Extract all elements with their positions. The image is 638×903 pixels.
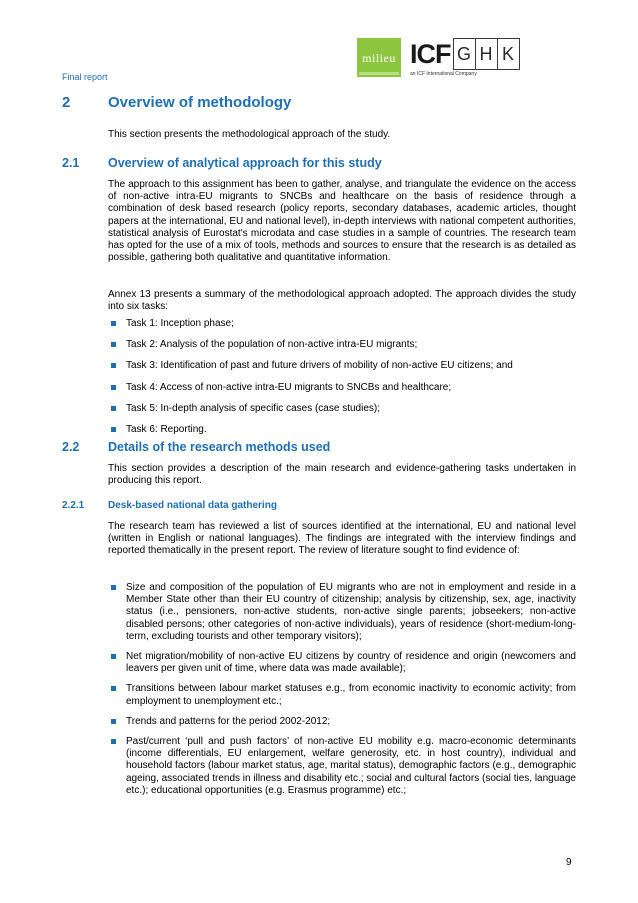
paragraph: Annex 13 presents a summary of the methodological approach adopted. The approach divides the study into six tasks: — [108, 289, 576, 313]
list-item: Task 6: Reporting. — [108, 424, 576, 436]
list-item: Task 4: Access of non-active intra-EU migrants to SNCBs and healthcare; — [108, 382, 576, 394]
subsubsection-number: 2.2.1 — [62, 500, 85, 511]
list-item: Past/current ‘pull and push factors’ of non-active EU mobility e.g. macro-economic determinants (income differentials, EU enlargement, welfare generosity, etc. in host country), individual and household factors (labour market status, age, marital status), demographic factors (e.g., demographic ageing, associated trends in illness and disability etc.; social and cultural factors (social ties, language etc.); educational opportunities (e.g. Erasmus programme) etc.; — [108, 736, 576, 797]
section-number: 2 — [62, 94, 71, 111]
bullet-icon — [111, 342, 116, 347]
bullet-icon — [111, 363, 116, 368]
bullet-icon — [111, 427, 116, 432]
section-title: Overview of methodology — [108, 94, 292, 111]
ghk-letter: K — [498, 38, 520, 70]
bullet-icon — [111, 585, 116, 590]
paragraph: The research team has reviewed a list of sources identified at the international, EU and national level (written in English or national languages). The findings are integrated with the interview findings and reported thematically in the present report. The review of literature sought to find evidence of: — [108, 521, 576, 557]
ghk-letter: H — [476, 38, 498, 70]
bullet-icon — [111, 719, 116, 724]
paragraph: This section provides a description of the main research and evidence-gathering tasks undertaken in producing this report. — [108, 463, 576, 487]
list-item: Transitions between labour market statuses e.g., from economic inactivity to economic activity; from employment to unemployment etc.; — [108, 683, 576, 707]
list-item: Trends and patterns for the period 2002-2012; — [108, 716, 576, 728]
list-item: Task 1: Inception phase; — [108, 318, 576, 330]
list-item: Task 2: Analysis of the population of non-active intra-EU migrants; — [108, 339, 576, 351]
subsection-number: 2.2 — [62, 440, 80, 454]
page-number: 9 — [566, 857, 572, 868]
task-list — [108, 318, 576, 436]
icf-ghk-logo — [410, 38, 520, 70]
icf-tagline: an ICF International Company — [410, 71, 477, 77]
milieu-logo — [357, 38, 401, 77]
icf-logo-text: ICF — [410, 39, 451, 69]
bullet-icon — [111, 321, 116, 326]
milieu-logo-text: milieu — [362, 51, 396, 65]
bullet-icon — [111, 406, 116, 411]
paragraph: This section presents the methodological approach of the study. — [108, 129, 391, 140]
list-item: Task 5: In-depth analysis of specific cases (case studies); — [108, 403, 576, 415]
list-item: Net migration/mobility of non-active EU citizens by country of residence and origin (newcomers and leavers per given unit of time, where data was made available); — [108, 651, 576, 675]
running-header: Final report — [62, 72, 108, 82]
paragraph: The approach to this assignment has been to gather, analyse, and triangulate the evidence on the access of non-active intra-EU migrants to SNCBs and healthcare on the basis of residence through a combination of desk based research (policy reports, secondary databases, academic articles, thought papers at the international, EU and national level), in-depth interviews with national competent authorities, statistical analysis of Eurostat's microdata and case studies in a sample of countries. The research team has opted for the use of a mix of tools, methods and sources to ensure that the research is as detailed as possible, gathering both qualitative and quantitative information. — [108, 179, 576, 264]
ghk-letter: G — [453, 38, 476, 70]
subsection-title: Overview of analytical approach for this study — [108, 156, 382, 170]
bullet-icon — [111, 654, 116, 659]
subsection-title: Details of the research methods used — [108, 440, 331, 454]
evidence-list — [108, 582, 576, 797]
bullet-icon — [111, 739, 116, 744]
bullet-icon — [111, 686, 116, 691]
list-item: Task 3: Identification of past and future drivers of mobility of non-active EU citizens; and — [108, 360, 576, 372]
bullet-icon — [111, 385, 116, 390]
list-item: Size and composition of the population of EU migrants who are not in employment and reside in a Member State other than their EU country of citizenship; analysis by citizenship, sex, age, inactivity status (i.e., pensioners, non-active students, non-active single parents; jobseekers; non-active disabled persons; other categories of non-active individuals), years of residence (short-medium-long-term, excluding tourists and other temporary visitors); — [108, 582, 576, 643]
subsubsection-title: Desk-based national data gathering — [108, 500, 277, 511]
subsection-number: 2.1 — [62, 156, 80, 170]
